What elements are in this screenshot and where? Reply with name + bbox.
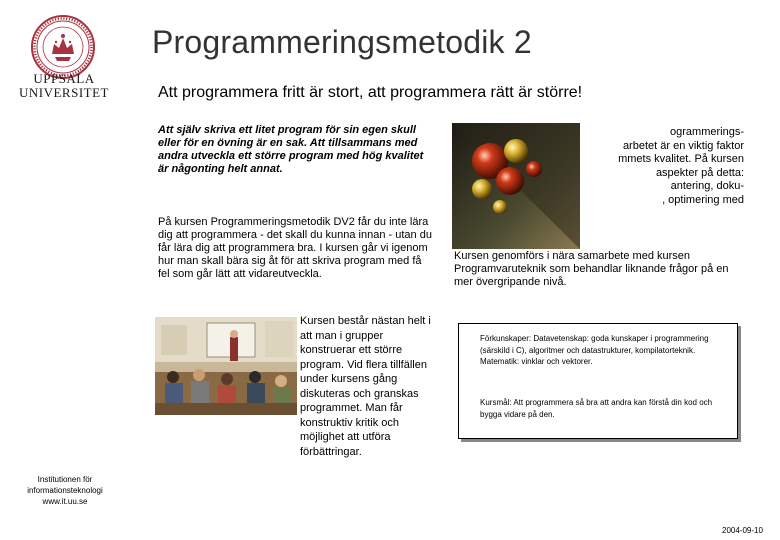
department-url: www.it.uu.se (42, 497, 88, 506)
department-line1: Institutionen för (37, 475, 93, 484)
department-footer (10, 474, 120, 507)
course-goal-text: Kursmål: Att programmera så bra att andra kan förstå din kod och bygga vidare på den. (480, 398, 713, 419)
university-line2: UNIVERSITET (19, 85, 109, 100)
slide-date: 2004-09-10 (722, 526, 763, 535)
collaboration-paragraph: Kursen genomförs i nära samarbete med kursen Programvaruteknik som behandlar liknande frågor på en mer övergripande nivå. (454, 250, 729, 288)
prerequisites-text: Förkunskaper: Datavetenskap: goda kunskaper i programmering (särskild i C), algoritmer och datastrukturer, kompilatorteknik. Matematik: vinklar och vektorer. (480, 334, 709, 366)
page-title: Programmeringsmetodik 2 (152, 24, 532, 60)
quality-line: arbetet är en viktig faktor (622, 139, 744, 152)
department-line2: informationsteknologi (27, 486, 103, 495)
quality-line: , optimering med (662, 193, 744, 206)
quality-text (564, 126, 744, 207)
group-work-paragraph: Kursen består nästan helt i att man i grupper konstruerar ett större program. Vid flera tillfällen under kursens gång diskuteras och granskas programmet. Man får konstruktiv kritik och möjlighet att utföra förbättringar. (300, 315, 431, 458)
quality-line: mmets kvalitet. På kursen (618, 153, 744, 165)
university-line1: UPPSALA (33, 71, 95, 86)
course-description-paragraph: På kursen Programmeringsmetodik DV2 får du inte lära dig att programmera - det skall du kunna innan - utan du får lära dig att programmera bra. I kursen går vi igenom hur man skall bära sig åt för att skriva program med få fel som går lätt att vidareutveckla. (158, 216, 432, 280)
quality-line: antering, doku- (670, 180, 744, 192)
classroom-photo (155, 317, 297, 415)
intro-paragraph: Att själv skriva ett litet program för sin egen skull eller för en övning är en sak. Att tillsammans med andra utveckla ett större program med hög kvalitet är någonting helt annat. (158, 124, 424, 175)
quality-line: aspekter på detta: (655, 166, 744, 179)
page-subtitle: Att programmera fritt är stort, att programmera rätt är större! (158, 84, 583, 101)
3d-render-image (452, 123, 580, 249)
university-name (14, 72, 114, 100)
quality-line: ogrammerings- (670, 126, 744, 138)
